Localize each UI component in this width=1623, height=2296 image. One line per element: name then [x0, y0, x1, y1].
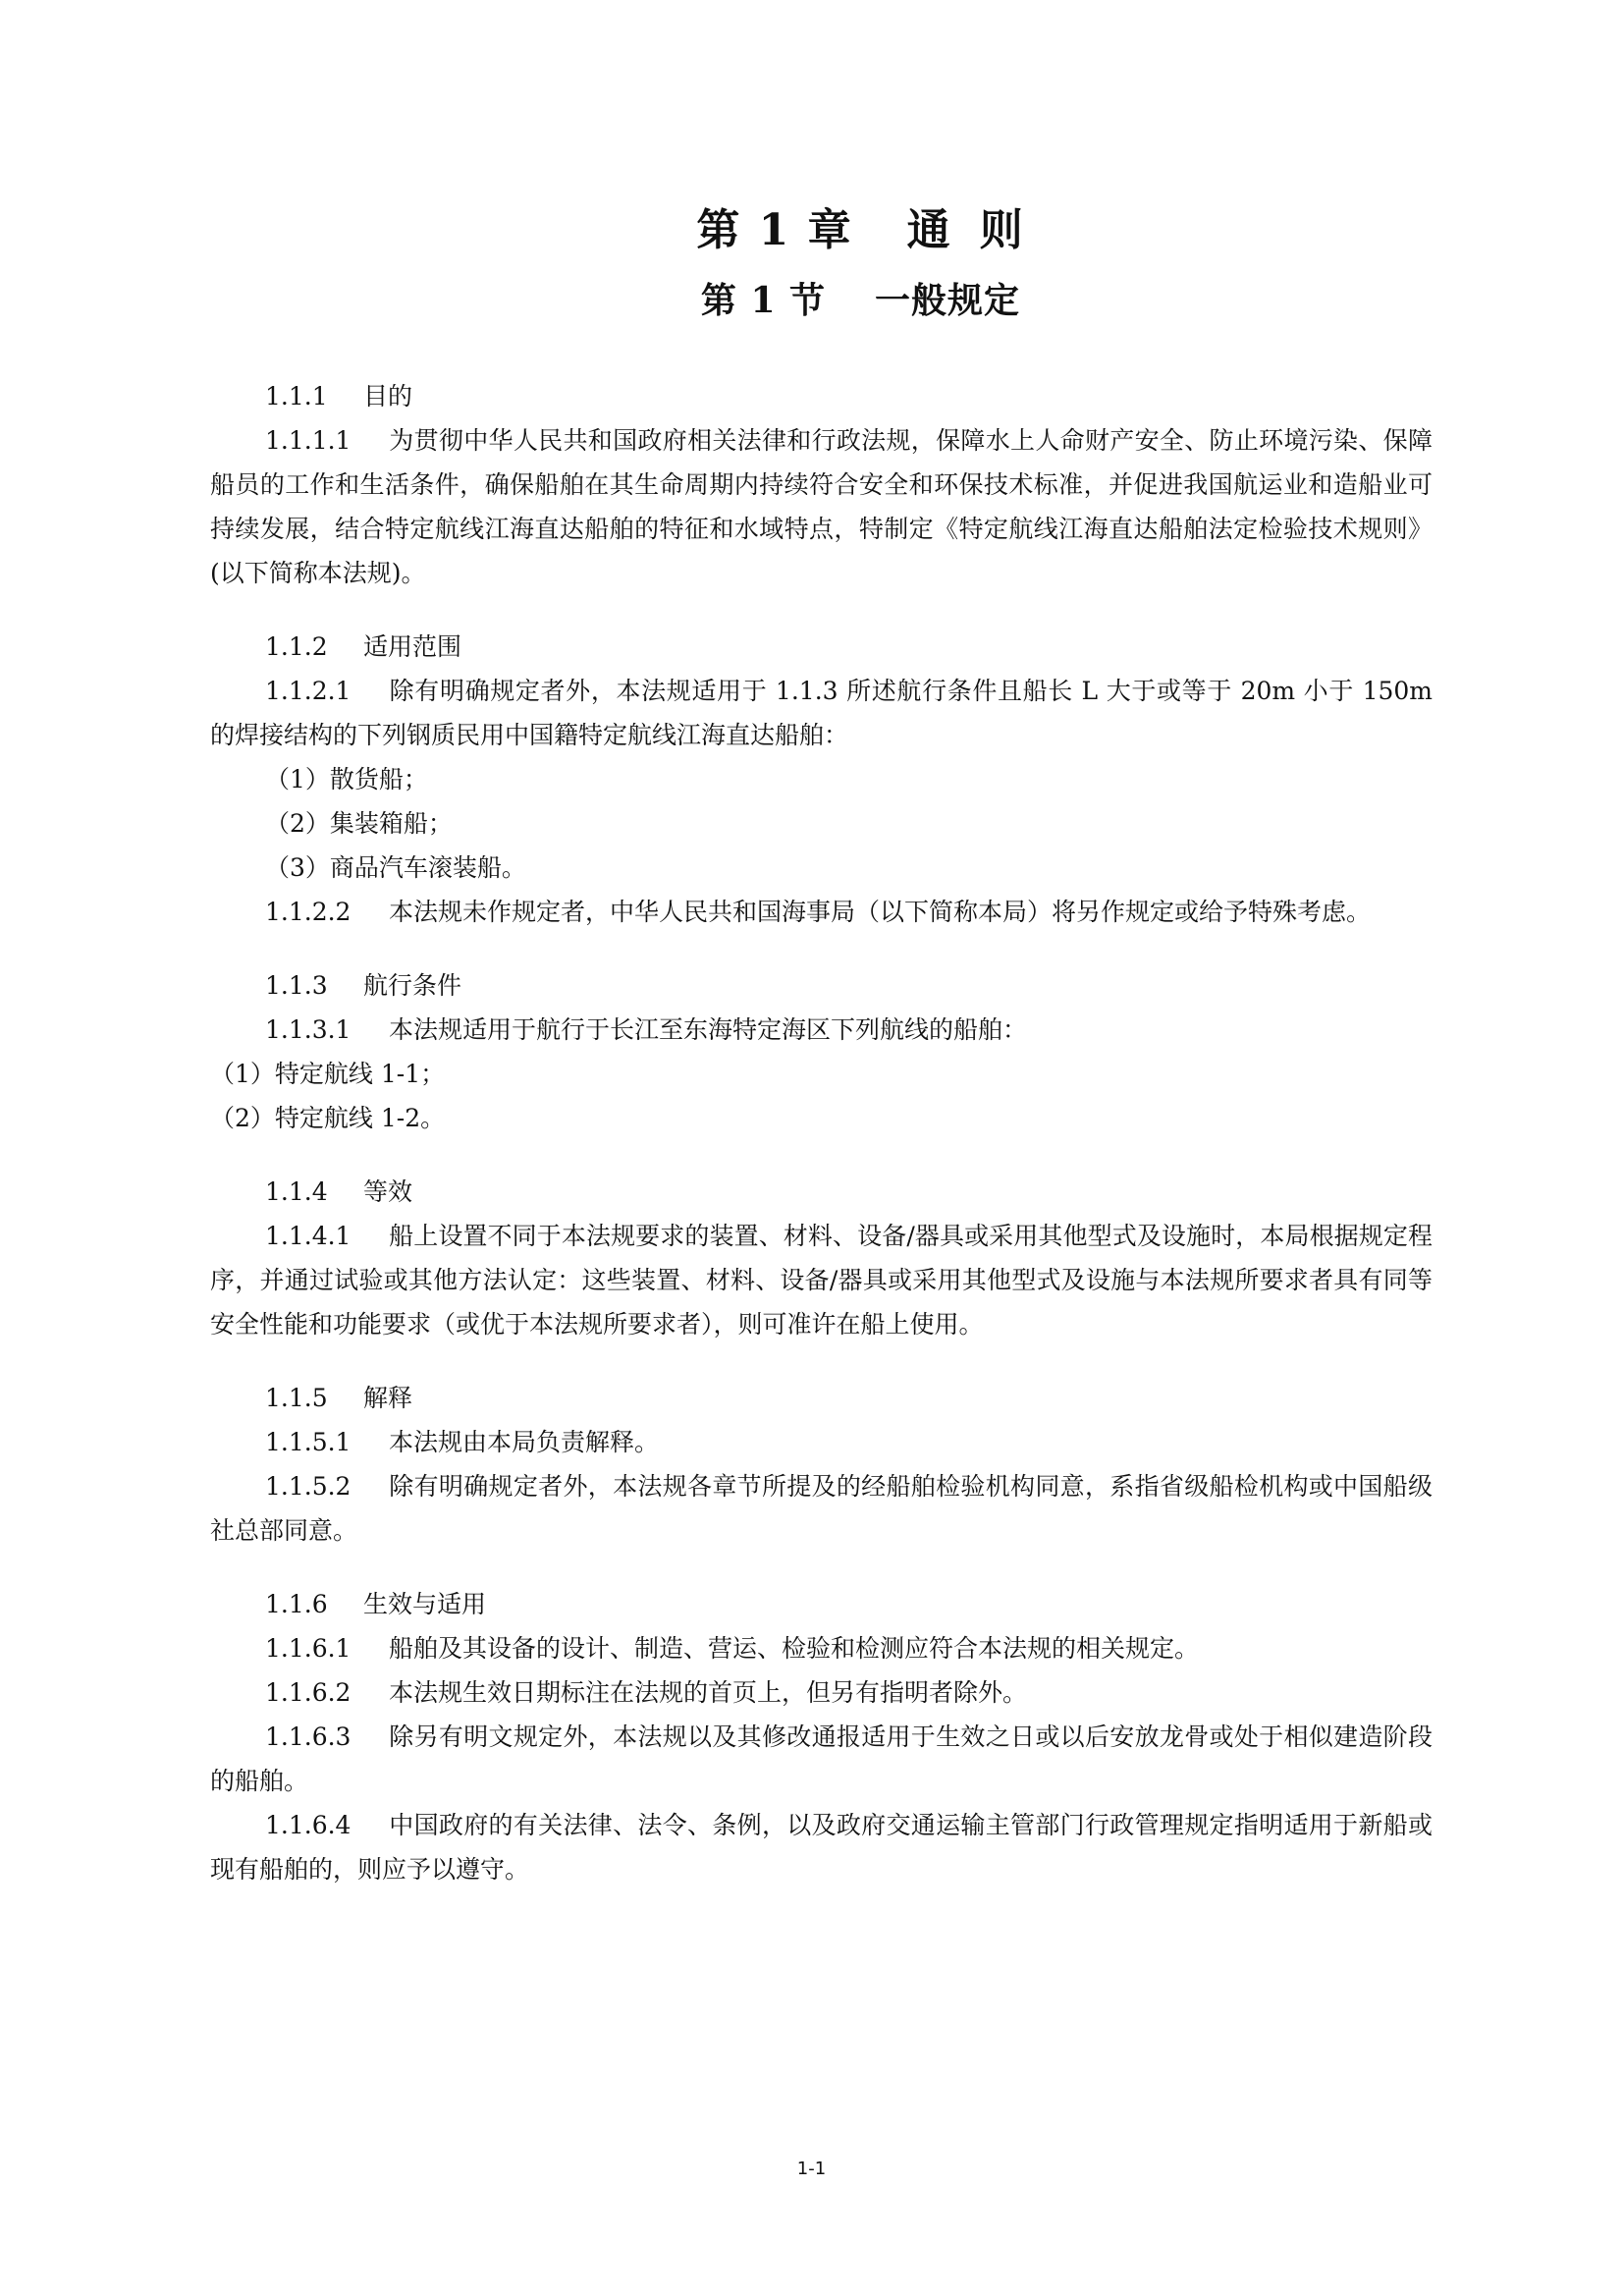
paragraph-1-1-6-1: 1.1.6.1 船舶及其设备的设计、制造、营运、检验和检测应符合本法规的相关规定。: [265, 1634, 1200, 1663]
paragraph-1-1-6-3: 1.1.6.3 除另有明文规定外，本法规以及其修改通报适用于生效之日或以后安放龙骨或处于相似建造阶段的船舶。: [210, 1722, 1433, 1795]
list-item: （3）商品汽车滚装船。: [265, 853, 526, 882]
document-body: [210, 374, 1433, 1891]
list-item: （2）集装箱船；: [265, 809, 453, 838]
paragraph-1-1-6-4: 1.1.6.4 中国政府的有关法律、法令、条例，以及政府交通运输主管部门行政管理规定指明适用于新船或现有船舶的，则应予以遵守。: [210, 1811, 1433, 1884]
chapter-title: [210, 194, 1433, 257]
paragraph-1-1-5-1: 1.1.5.1 本法规由本局负责解释。: [265, 1428, 660, 1456]
heading-1-1-4: 1.1.4 等效: [265, 1177, 413, 1206]
heading-1-1-3: 1.1.3 航行条件: [265, 971, 462, 1000]
chapter-title-char-1: 通: [906, 205, 952, 255]
paragraph-1-1-4-1: 1.1.4.1 船上设置不同于本法规要求的装置、材料、设备/器具或采用其他型式及设施时，本局根据规定程序，并通过试验或其他方法认定：这些装置、材料、设备/器具或采用其他型式及设施与本法规所要求者具有同等安全性能和功能要求（或优于本法规所要求者），则可准许在船上使用。: [210, 1222, 1433, 1339]
paragraph-1-1-6-2: 1.1.6.2 本法规生效日期标注在法规的首页上，但另有指明者除外。: [265, 1678, 1028, 1707]
paragraph-1-1-2-1: 1.1.2.1 除有明确规定者外，本法规适用于 1.1.3 所述航行条件且船长 L 大于或等于 20m 小于 150m 的焊接结构的下列钢质民用中国籍特定航线江海直达船舶：: [210, 677, 1433, 749]
section-name: 一般规定: [875, 280, 1021, 321]
section-number: 第 1 节: [700, 280, 827, 321]
list-item: （2）特定航线 1-2。: [210, 1104, 446, 1132]
chapter-number: 第 1 章: [696, 205, 853, 255]
list-item: （1）散货船；: [265, 765, 428, 793]
paragraph-1-1-2-2: 1.1.2.2 本法规未作规定者，中华人民共和国海事局（以下简称本局）将另作规定或给予特殊考虑。: [265, 898, 1372, 926]
document-page: [210, 177, 1433, 1891]
paragraph-1-1-1-1: 1.1.1.1 为贯彻中华人民共和国政府相关法律和行政法规，保障水上人命财产安全、防止环境污染、保障船员的工作和生活条件，确保船舶在其生命周期内持续符合安全和环保技术标准，并促进我国航运业和造船业可持续发展，结合特定航线江海直达船舶的特征和水域特点，特制定《特定航线江海直达船舶法定检验技术规则》(以下简称本法规)。: [210, 426, 1433, 587]
chapter-title-char-2: 则: [979, 205, 1025, 255]
heading-1-1-2: 1.1.2 适用范围: [265, 632, 462, 661]
paragraph-1-1-3-1: 1.1.3.1 本法规适用于航行于长江至东海特定海区下列航线的船舶：: [265, 1015, 1028, 1044]
list-item: （1）特定航线 1-1；: [210, 1060, 446, 1088]
heading-1-1-6: 1.1.6 生效与适用: [265, 1590, 487, 1618]
heading-1-1-1: 1.1.1 目的: [265, 382, 413, 410]
page-number: 1-1: [796, 2159, 827, 2179]
paragraph-1-1-5-2: 1.1.5.2 除有明确规定者外，本法规各章节所提及的经船舶检验机构同意，系指省级船检机构或中国船级社总部同意。: [210, 1472, 1433, 1545]
section-title: [210, 273, 1433, 323]
heading-1-1-5: 1.1.5 解释: [265, 1384, 413, 1412]
